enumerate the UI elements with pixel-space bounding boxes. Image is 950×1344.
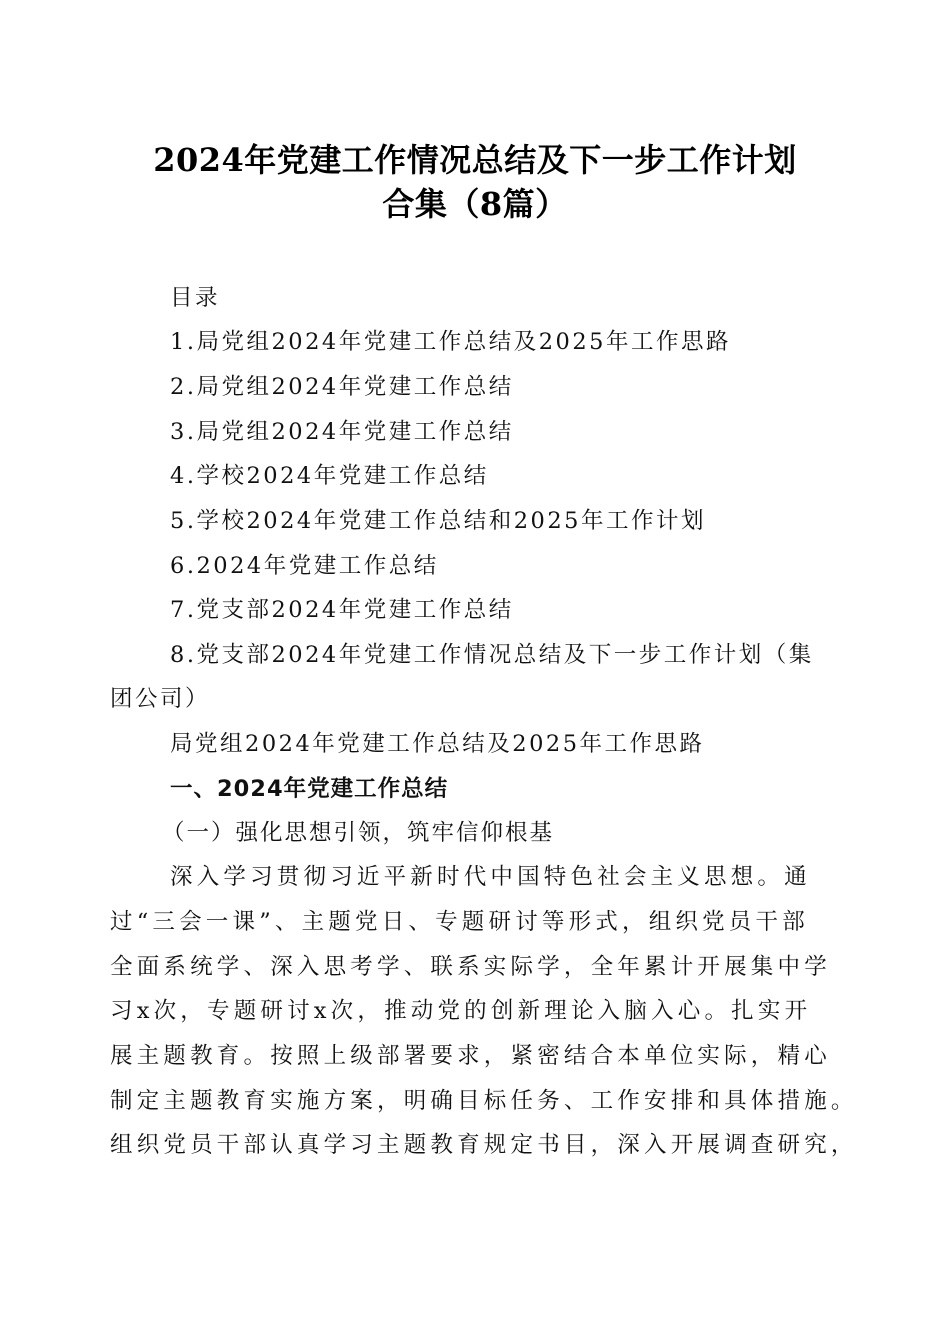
body-line: 深入学习贯彻习近平新时代中国特色社会主义思想。通 [170, 864, 811, 890]
body-line: 全面系统学、深入思考学、联系实际学，全年累计开展集中学 [110, 954, 831, 980]
toc-item: 3.局党组2024年党建工作总结 [170, 419, 514, 445]
document-title-line-1: 2024年党建工作情况总结及下一步工作计划 [153, 141, 797, 179]
body-line: 习x次，专题研讨x次，推动党的创新理论入脑入心。扎实开 [110, 998, 812, 1024]
subsection-heading: （一）强化思想引领，筑牢信仰根基 [162, 820, 555, 846]
toc-heading: 目录 [170, 285, 221, 311]
toc-item-continuation: 团公司） [110, 686, 211, 712]
toc-item: 5.学校2024年党建工作总结和2025年工作计划 [170, 508, 706, 534]
toc-item: 6.2024年党建工作总结 [170, 553, 439, 579]
toc-item: 8.党支部2024年党建工作情况总结及下一步工作计划（集 [170, 642, 814, 668]
body-line: 过“三会一课”、主题党日、专题研讨等形式，组织党员干部 [110, 909, 809, 935]
document-title-line-2: 合集（8篇） [382, 185, 568, 223]
toc-item: 7.党支部2024年党建工作总结 [170, 597, 514, 623]
body-line: 组织党员干部认真学习主题教育规定书目，深入开展调查研究， [110, 1132, 858, 1158]
body-line: 制定主题教育实施方案，明确目标任务、工作安排和具体措施。 [110, 1088, 858, 1114]
section-heading: 一、2024年党建工作总结 [170, 776, 449, 802]
toc-item: 2.局党组2024年党建工作总结 [170, 374, 514, 400]
body-line: 展主题教育。按照上级部署要求，紧密结合本单位实际，精心 [110, 1043, 831, 1069]
article-title: 局党组2024年党建工作总结及2025年工作思路 [170, 731, 705, 757]
toc-item: 4.学校2024年党建工作总结 [170, 463, 489, 489]
toc-item: 1.局党组2024年党建工作总结及2025年工作思路 [170, 329, 731, 355]
